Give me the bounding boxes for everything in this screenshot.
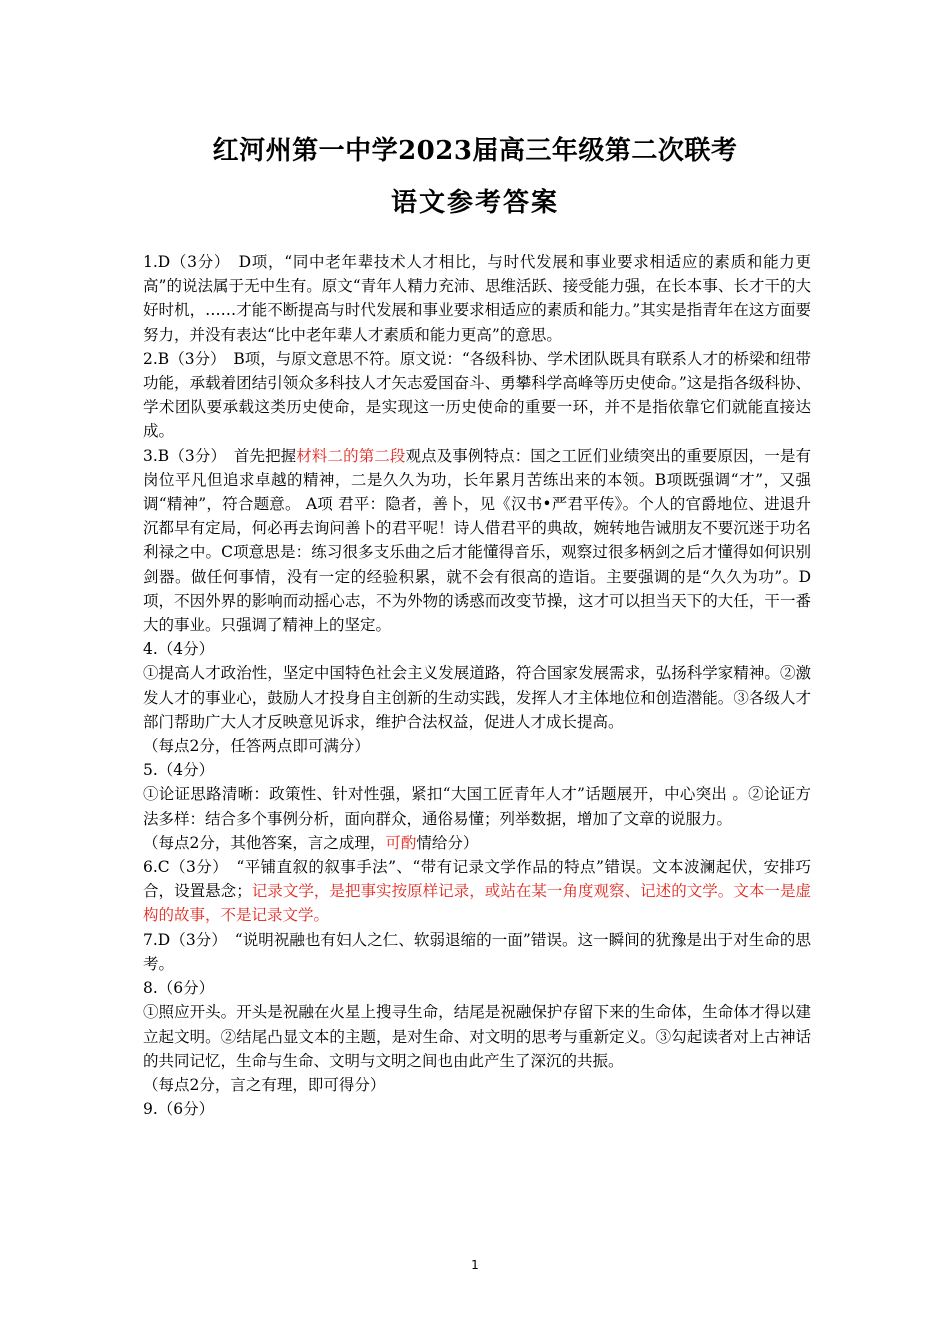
- answer-6-text: 6.C（3分） “平铺直叙的叙事手法”、“带有记录文学作品的特点”错误。文本波澜起伏，安排巧合，设置悬念；: [143, 858, 811, 901]
- answer-4: ①提高人才政治性，坚定中国特色社会主义发展道路，符合国家发展需求，弘扬科学家精神。②激发人才的事业心，鼓励人才投身自主创新的生动实践，发挥人才主体地位和创造潜能。③各级人才部门帮助广大人才反映意见诉求，维护合法权益，促进人才成长提高。: [143, 664, 811, 731]
- answer-4-heading: 4.（4分）: [143, 640, 215, 659]
- answer-4-note: （每点2分，任答两点即可满分）: [143, 737, 370, 756]
- answer-1: 1.D（3分） D项，“同中老年辈技术人才相比，与时代发展和事业要求相适应的素质和能力更高”的说法属于无中生有。原文“青年人精力充沛、思维活跃、接受能力强，在长本事、长才干的大好时机，……才能不断提高与时代发展和事业要求相适应的素质和能力。”其实是指青年在这方面要努力，并没有表达“比中老年辈人才素质和能力更高”的意思。: [143, 253, 811, 344]
- page-number: 1: [471, 1258, 479, 1272]
- answer-5-note-highlight: 可酌: [385, 833, 417, 852]
- answer-6-highlight: 记录文学，是把事实按原样记录，或站在某一角度观察、记述的文学。文本一是虚构的故事，不是记录文学。: [143, 882, 811, 925]
- answer-3-highlight: 材料二的第二段: [296, 446, 406, 465]
- answer-3-text: 3.B（3分） 首先把握: [143, 446, 297, 465]
- answer-8-heading: 8.（6分）: [143, 979, 215, 998]
- document-subtitle: 语文参考答案: [390, 188, 559, 218]
- answer-5-heading: 5.（4分）: [143, 761, 215, 780]
- answer-8-note: （每点2分，言之有理，即可得分）: [143, 1075, 386, 1094]
- answer-2: 2.B（3分） B项，与原文意思不符。原文说：“各级科协、学术团队既具有联系人才的桥梁和纽带功能，承载着团结引领众多科技人才矢志爱国奋斗、勇攀科学高峰等历史使命。”这是指各级科协、学术团队要承载这类历史使命，是实现这一历史使命的重要一环，并不是指依靠它们就能直接达成。: [143, 349, 811, 441]
- answer-9-heading: 9.（6分）: [143, 1100, 215, 1119]
- answer-5: ①论证思路清晰：政策性、针对性强，紧扣“大国工匠青年人才”话题展开，中心突出 。②论证方法多样：结合多个事例分析，面向群众，通俗易懂；列举数据，增加了文章的说服力。: [143, 785, 811, 828]
- answer-body: [143, 250, 811, 1121]
- answer-5-note-text-rest: 情给分）: [416, 833, 479, 852]
- answer-6: [143, 855, 811, 928]
- answer-3-text-rest: 观点及事例特点：国之工匠们业绩突出的重要原因，一是有岗位平凡但追求卓越的精神，二是久久为功，长年累月苦练出来的本领。B项既强调“才”，又强调“精神”，符合题意。 A项 君平：隐者，善卜，见《汉书•严君平传》。个人的官爵地位、进退升沉都早有定局，何必再去询问善卜的君平呢！诗人借君平的典故，婉转地告诫朋友不要沉迷于功名利禄之中。C项意思是：练习很多支乐曲之后才能懂得音乐，观察过很多柄剑之后才懂得如何识别剑器。做任何事情，没有一定的经验积累，就不会有很高的造诣。主要强调的是“久久为功”。D项，不因外界的影响而动摇心志，不为外物的诱惑而改变节操，这才可以担当天下的大任，干一番大的事业。只强调了精神上的坚定。: [143, 446, 811, 635]
- document-title: 红河州第一中学2023届高三年级第二次联考: [212, 136, 738, 166]
- answer-3: [143, 444, 811, 638]
- answer-5-note: [143, 831, 811, 855]
- answer-5-note-text: （每点2分，其他答案，言之成理，: [143, 833, 386, 852]
- answer-8: ①照应开头。开头是祝融在火星上搜寻生命，结尾是祝融保护存留下来的生命体，生命体才得以建立起文明。②结尾凸显文本的主题，是对生命、对文明的思考与重新定义。③勾起读者对上古神话的共同记忆，生命与生命、文明与文明之间也由此产生了深沉的共振。: [143, 1003, 811, 1070]
- answer-7: 7.D（3分） “说明祝融也有妇人之仁、软弱退缩的一面”错误。这一瞬间的犹豫是出于对生命的思考。: [143, 930, 811, 973]
